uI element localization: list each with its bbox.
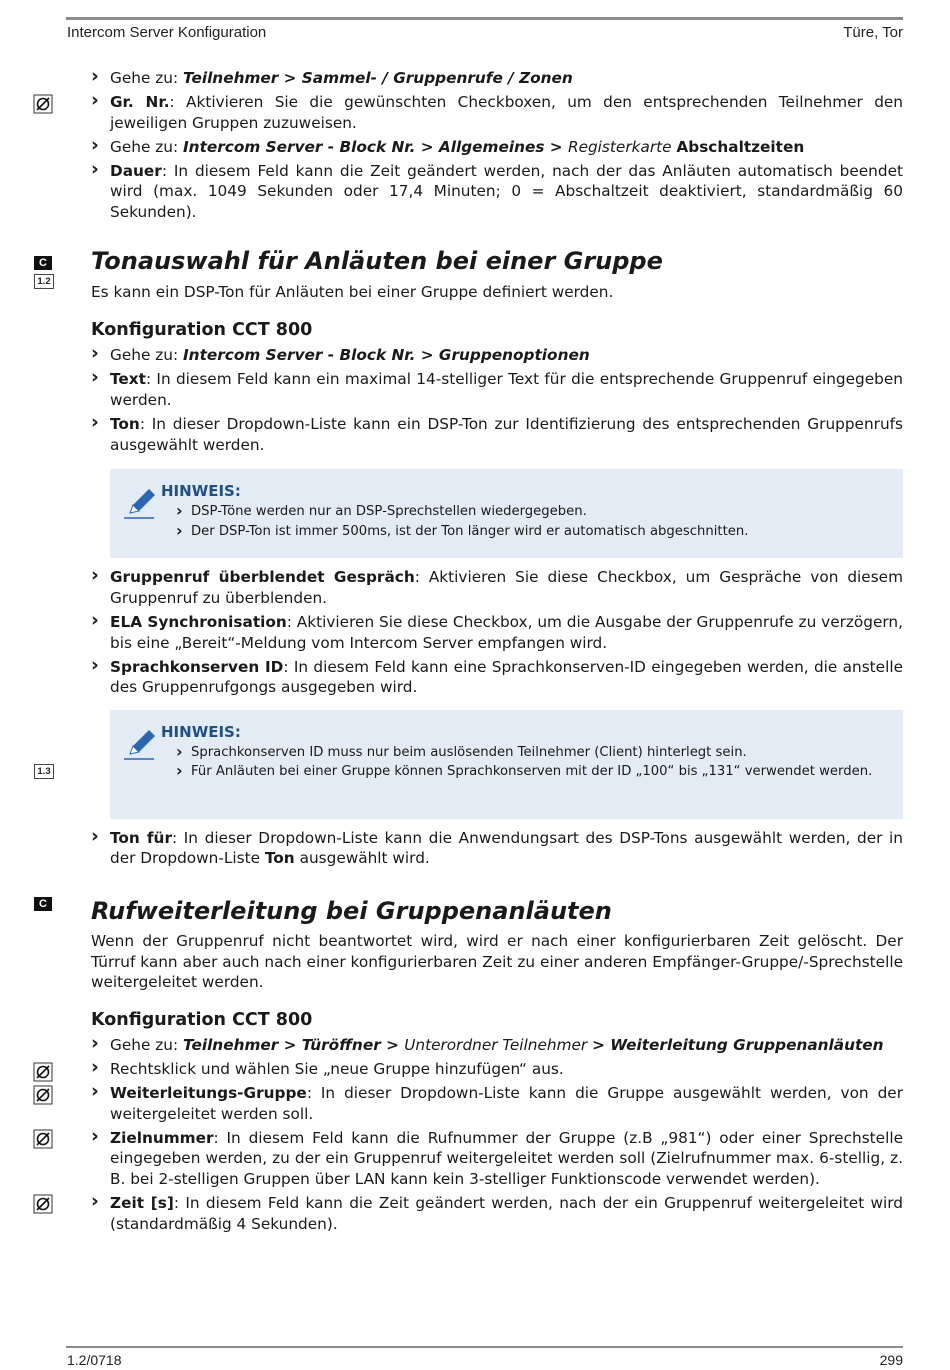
section-title: Rufweiterleitung bei Gruppenanläuten xyxy=(91,896,612,925)
not-supported-icon xyxy=(33,1129,53,1149)
intro-list xyxy=(91,68,903,223)
note-list xyxy=(176,743,889,782)
header-rule xyxy=(66,17,903,20)
list-item: › Rechtsklick und wählen Sie „neue Gruppe hinzufügen“ aus. xyxy=(91,1059,903,1080)
list-item: › Gr. Nr.: Aktivieren Sie die gewünschten Checkboxen, um den entsprechenden Teilnehmer den jeweiligen Gruppen zuzuweisen. xyxy=(91,92,903,133)
not-supported-icon xyxy=(33,1194,53,1214)
config-list xyxy=(91,828,903,869)
section-intro: Es kann ein DSP-Ton für Anläuten bei einer Gruppe definiert werden. xyxy=(91,282,614,301)
config-list xyxy=(91,1035,903,1234)
config-list xyxy=(91,567,903,698)
list-item: › Weiterleitungs-Gruppe: In dieser Dropdown-Liste kann die Gruppe ausgewählt werden, von der weitergeleitet werden soll. xyxy=(91,1083,903,1124)
change-badge: C xyxy=(34,256,52,270)
list-item: › Gehe zu: Teilnehmer > Sammel- / Gruppenrufe / Zonen xyxy=(91,68,903,89)
list-item: › ELA Synchronisation: Aktivieren Sie diese Checkbox, um die Ausgabe der Gruppenrufe zu verzögern, bis eine „Bereit“-Meldung vom Intercom Server empfangen wird. xyxy=(91,612,903,653)
list-item: › Dauer: In diesem Feld kann die Zeit geändert werden, nach der das Anläuten automatisch beendet wird (max. 1049 Sekunden oder 17,4 Minuten; 0 = Abschaltzeit deaktiviert, standardmäßig 60 Sekunden). xyxy=(91,161,903,223)
note-list xyxy=(176,502,889,541)
config-list xyxy=(91,345,903,455)
section-title: Tonauswahl für Anläuten bei einer Gruppe xyxy=(91,246,663,275)
page-number: 299 xyxy=(879,1352,903,1368)
list-item: › Gruppenruf überblendet Gespräch: Aktivieren Sie diese Checkbox, um Gespräche von diesem Gruppenruf zu überblenden. xyxy=(91,567,903,608)
list-item: › Für Anläuten bei einer Gruppe können Sprachkonserven mit der ID „100“ bis „131“ verwendet werden. xyxy=(176,762,889,782)
list-item: › Sprachkonserven ID muss nur beim auslösenden Teilnehmer (Client) hinterlegt sein. xyxy=(176,743,889,763)
list-item: › Gehe zu: Intercom Server - Block Nr. > Allgemeines > Registerkarte Abschaltzeiten xyxy=(91,137,903,158)
not-supported-icon xyxy=(33,1062,53,1082)
list-item: › Ton für: In dieser Dropdown-Liste kann die Anwendungsart des DSP-Tons ausgewählt werden, der in der Dropdown-Liste Ton ausgewählt wird. xyxy=(91,828,903,869)
change-badge: C xyxy=(34,897,52,911)
section-intro: Wenn der Gruppenruf nicht beantwortet wird, wird er nach einer konfigurierbaren Zeit gelöscht. Der Türruf kann aber auch nach einer konfigurierbaren Zeit zu einer anderen Empfänger-Gruppe/-Sprechstelle weitergeleitet werden. xyxy=(91,931,903,992)
note-title: HINWEIS: xyxy=(161,722,241,741)
version-tag: 1.2 xyxy=(34,274,54,289)
list-item: › Gehe zu: Intercom Server - Block Nr. > Gruppenoptionen xyxy=(91,345,903,366)
subsection-title: Konfiguration CCT 800 xyxy=(91,320,313,341)
footer-version: 1.2/0718 xyxy=(67,1352,122,1368)
list-item: › DSP-Töne werden nur an DSP-Sprechstellen wiedergegeben. xyxy=(176,502,889,522)
not-supported-icon xyxy=(33,94,53,114)
list-item: › Zeit [s]: In diesem Feld kann die Zeit geändert werden, nach der ein Gruppenruf weitergeleitet wird (standardmäßig 4 Sekunden). xyxy=(91,1193,903,1234)
list-item: › Ton: In dieser Dropdown-Liste kann ein DSP-Ton zur Identifizierung des entsprechenden Gruppenrufs ausgewählt werden. xyxy=(91,414,903,455)
list-item: › Text: In diesem Feld kann ein maximal 14-stelliger Text für die entsprechende Gruppenruf eingegeben werden. xyxy=(91,369,903,410)
list-item: › Zielnummer: In diesem Feld kann die Rufnummer der Gruppe (z.B „981“) oder einer Sprechstelle eingegeben werden, zu der ein Gruppenruf weitergeleitet werden soll (Zielrufnummer max. 6-stellig, z. B. bei 2-stelligen Gruppen über LAN kann kein 3-stelliger Funktionscode verwendet werden). xyxy=(91,1128,903,1190)
note-box xyxy=(110,710,903,819)
version-tag: 1.3 xyxy=(34,764,54,779)
pencil-icon xyxy=(124,485,158,521)
note-title: HINWEIS: xyxy=(161,482,241,501)
header-section: Türe, Tor xyxy=(843,24,903,41)
list-item: › Der DSP-Ton ist immer 500ms, ist der Ton länger wird er automatisch abgeschnitten. xyxy=(176,522,889,542)
pencil-icon xyxy=(124,726,158,762)
footer-rule xyxy=(66,1346,903,1348)
subsection-title: Konfiguration CCT 800 xyxy=(91,1009,313,1030)
list-item: › Sprachkonserven ID: In diesem Feld kann eine Sprachkonserven-ID eingegeben werden, die anstelle des Gruppenrufgongs ausgegeben wird. xyxy=(91,657,903,698)
page-content xyxy=(91,68,903,1238)
note-box xyxy=(110,469,903,558)
not-supported-icon xyxy=(33,1085,53,1105)
header-title: Intercom Server Konfiguration xyxy=(67,24,267,41)
list-item: › Gehe zu: Teilnehmer > Türöffner > Unterordner Teilnehmer > Weiterleitung Gruppenanläuten xyxy=(91,1035,903,1056)
